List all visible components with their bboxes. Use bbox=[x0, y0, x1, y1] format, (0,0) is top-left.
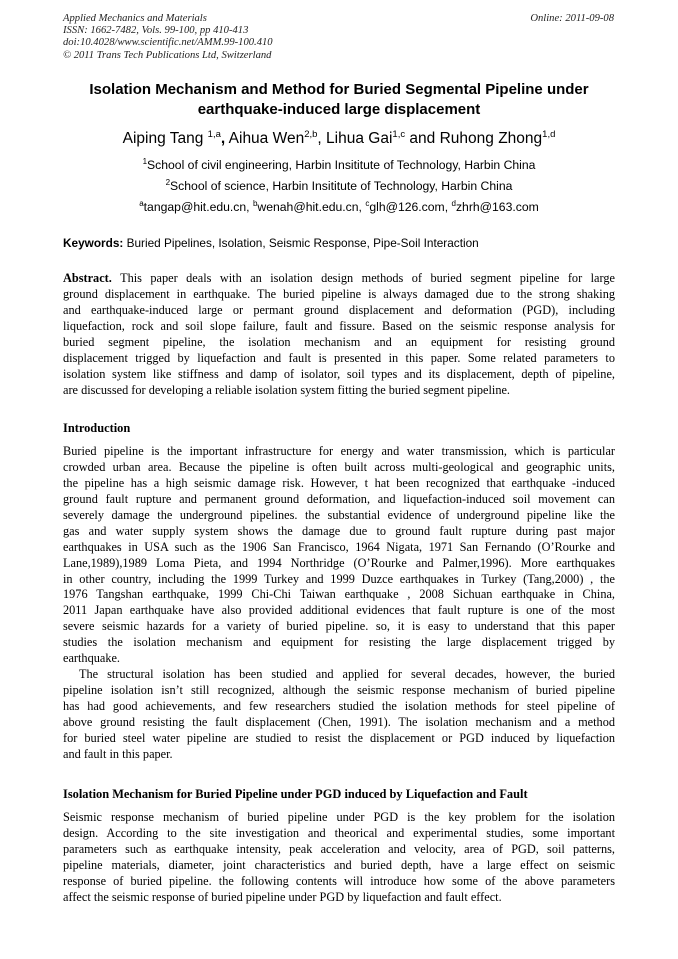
paragraph-line: The structural isolation has been studied and applied for several decades, however, the buried bbox=[79, 667, 615, 682]
author-affiliation-mark: 1,a bbox=[207, 129, 221, 140]
paragraph-line: 2011 Japan earthquake have also provided additional evidences that fault rupture is one of the most bbox=[63, 603, 615, 618]
author-affiliation-mark: 1,d bbox=[542, 129, 556, 140]
abstract-line: isolation system like stiffness and damp of isolator, soil types and its displacement, depth of pipeline, bbox=[63, 366, 615, 381]
author-separator: , bbox=[220, 130, 226, 147]
keywords-text: Buried Pipelines, Isolation, Seismic Response, Pipe-Soil Interaction bbox=[126, 236, 479, 250]
abstract bbox=[63, 271, 615, 399]
journal-name: Applied Mechanics and Materials bbox=[63, 13, 207, 24]
paragraph-line: for buried steel water pipeline are studied to resist the displacement or PGD induced by liquefaction bbox=[63, 730, 615, 745]
email-address[interactable]: zhrh@163.com bbox=[455, 200, 539, 214]
keywords-label: Keywords: bbox=[63, 236, 124, 250]
isolation-mechanism-paragraph bbox=[63, 810, 615, 906]
paragraph-line: earthquakes in USA such as the 1906 San Francisco, 1964 Nigata, 1971 San Fernando (O’Rourke and bbox=[63, 539, 615, 554]
author-list bbox=[0, 130, 678, 148]
paragraph-line: affect the seismic response of buried pipeline under PGD by liquefaction and fault effect. bbox=[63, 889, 502, 904]
paragraph-line: studies the isolation mechanism and equipment for resisting the large displacement trigged by bbox=[63, 635, 615, 650]
affiliation-mark: 2 bbox=[165, 178, 171, 187]
affiliation-2 bbox=[0, 179, 678, 193]
email-mark: a bbox=[139, 199, 144, 208]
email-address[interactable]: wenah@hit.edu.cn, bbox=[257, 200, 362, 214]
email-line bbox=[0, 200, 678, 214]
author-affiliation-mark: 2,b bbox=[304, 129, 318, 140]
author-affiliation-mark: 1,c bbox=[392, 129, 406, 140]
online-date: Online: 2011-09-08 bbox=[530, 13, 614, 24]
author-name: Lihua Gai bbox=[326, 130, 393, 147]
affiliation-text: School of civil engineering, Harbin Insititute of Technology, Harbin China bbox=[147, 158, 536, 172]
paragraph-line: and fault in this paper. bbox=[63, 746, 173, 761]
paragraph-line: the pipeline has a high seismic damage risk. However, t hat been recognized that earthquake -induced bbox=[63, 475, 615, 490]
paper-title bbox=[50, 80, 628, 119]
email-mark: c bbox=[365, 199, 370, 208]
paragraph-line: severely damage the underground pipelines. the substantial evidence of underground pipeline like the bbox=[63, 507, 615, 522]
author-name: Aiping Tang bbox=[122, 130, 204, 147]
paragraph-line: crowded urban area. Because the pipeline is often built across multi-geological and geographic units, bbox=[63, 459, 615, 474]
section-heading-isolation-mechanism: Isolation Mechanism for Buried Pipeline under PGD induced by Liquefaction and Fault bbox=[63, 787, 528, 801]
paragraph-line: has had good achievements, and few researchers studied the isolation methods for steel pipeline of bbox=[63, 699, 615, 713]
keywords bbox=[63, 236, 479, 250]
paragraph-line: Buried pipeline is the important infrastructure for energy and water transmission, which is particular bbox=[63, 444, 615, 458]
email-mark: d bbox=[451, 199, 456, 208]
title-line-2: earthquake-induced large displacement bbox=[197, 100, 481, 118]
abstract-line: liquefaction, rock and soil slope failure, fault and fissure. Based on the seismic response analysis for bbox=[63, 318, 615, 333]
paragraph-line: response of buried pipeline. the following contents will introduce how some of the above parameters bbox=[63, 873, 615, 888]
paragraph-line: severe seismic hazards for a variety of buried pipeline. so, it is easy to understand that this paper bbox=[63, 619, 615, 634]
abstract-text: This paper deals with an isolation design methods of buried segment pipeline for large bbox=[120, 271, 615, 285]
affiliation-text: School of science, Harbin Insititute of Technology, Harbin China bbox=[170, 179, 513, 193]
paragraph-line: earthquake. bbox=[63, 651, 121, 666]
author-separator: , bbox=[317, 130, 322, 147]
journal-header bbox=[63, 13, 273, 62]
abstract-label: Abstract. bbox=[63, 271, 112, 285]
doi-line[interactable]: doi:10.4028/www.scientific.net/AMM.99-100.410 bbox=[63, 37, 273, 49]
title-line-1: Isolation Mechanism and Method for Buried Segmental Pipeline under bbox=[89, 81, 589, 98]
introduction-paragraph-1 bbox=[63, 444, 615, 763]
abstract-line: ground displacement in earthquake. The buried pipeline is always damaged due to the strong shaking bbox=[63, 286, 615, 301]
affiliation-1 bbox=[0, 158, 678, 172]
paragraph-line: Seismic response mechanism of buried pipeline under PGD is the key problem for the isolation bbox=[63, 810, 615, 824]
paragraph-line: above ground resisting the fault displacement (Chen, 1991). The isolation mechanism and a method bbox=[63, 714, 615, 729]
paragraph-line: ground fault rupture and permanent ground deformation, and liquefaction-induced soil movement can bbox=[63, 491, 615, 506]
affiliation-mark: 1 bbox=[142, 157, 148, 166]
paragraph-line: in other country, including the 1999 Turkey and 1999 Duzce earthquakes in Turkey (Tang,2000) , the bbox=[63, 571, 615, 586]
abstract-line: and earthquake-induced large or permant ground displacement and deformation (PGD), including bbox=[63, 302, 615, 317]
abstract-line: buried segment pipeline, the isolation mechanism and an equipment for resisting ground bbox=[63, 334, 615, 349]
abstract-line: are discussed for developing a reliable isolation system fitting the buried segment pipeline. bbox=[63, 382, 511, 397]
paragraph-line: Lane,1989),1989 Loma Pieta, and 1994 Northridge (O’Rourke and Palmer,1996). More earthquakes bbox=[63, 555, 615, 570]
paragraph-line: design. According to the site investigation and theorical and experimental studies, some important bbox=[63, 825, 615, 840]
issn-line: ISSN: 1662-7482, Vols. 99-100, pp 410-413 bbox=[63, 25, 249, 37]
author-name: Aihua Wen bbox=[228, 130, 305, 147]
email-address[interactable]: tangap@hit.edu.cn, bbox=[143, 200, 250, 214]
email-mark: b bbox=[252, 199, 258, 208]
paragraph-line: pipeline materials, diameter, joint characteristics and buried depth, have a large effect on seismic bbox=[63, 857, 615, 872]
email-address[interactable]: glh@126.com, bbox=[369, 200, 449, 214]
author-name: Ruhong Zhong bbox=[439, 130, 543, 147]
paragraph-line: pipeline isolation isn’t still recognized, although the seismic response mechanism of buried pipeline bbox=[63, 683, 615, 698]
author-separator: and bbox=[409, 130, 436, 147]
paragraph-line: 1976 Tangshan earthquake, 1999 Chi-Chi Taiwan earthquake , 2008 Sichuan earthquake in China, bbox=[63, 587, 615, 602]
paragraph-line: gas and water supply system shows the damage due to ground fault rupture during past major bbox=[63, 523, 615, 538]
copyright-line: © 2011 Trans Tech Publications Ltd, Switzerland bbox=[63, 49, 272, 61]
abstract-line bbox=[63, 271, 615, 287]
abstract-line: displacement trigged by liquefaction and fault is presented in this paper. Some related parameters to bbox=[63, 350, 615, 365]
paragraph-line: parameters such as earthquake intensity, peak acceleration and velocity, area of PGD, soil patterns, bbox=[63, 841, 615, 856]
section-heading-introduction: Introduction bbox=[63, 421, 131, 435]
